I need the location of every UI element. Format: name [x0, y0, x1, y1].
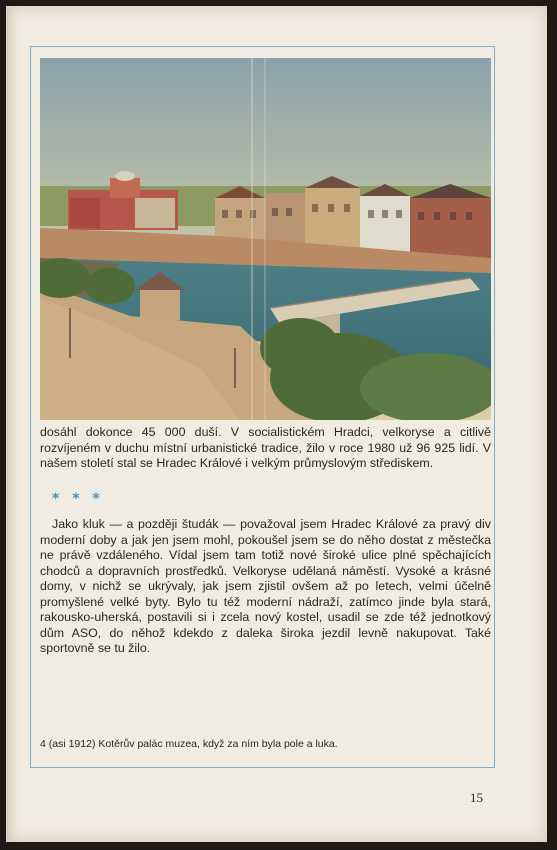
photo-caption: 4 (asi 1912) Kotěrův palác muzea, když za ním byla pole a luka.	[40, 738, 338, 750]
section-separator: * * *	[52, 491, 104, 507]
paragraph-population: dosáhl dokonce 45 000 duší. V socialistickém Hradci, velkoryse a citlivě rozvíjeném v duchu místní urbanistické tradice, žilo v roce 1980 už 96 925 lidí. V našem století stal se Hradec Králové i velkým průmyslovým střediskem.	[40, 425, 491, 470]
page-spine-shadow	[6, 6, 16, 842]
historic-city-photo	[40, 58, 491, 420]
page-number: 15	[470, 790, 483, 805]
paragraph-memories: Jako kluk — a později študák — považoval jsem Hradec Králové za pravý div moderní doby a jak jen jsem mohl, pokoušel jsem se do něho dostat z městečka ne právě vzdáleného. Vídal jsem tam totiž nové široké ulice plné spěchajících chodců a dopravních prostředků. Velkoryse udělaná náměstí. Vysoké a krásné domy, v nichž se ukrývaly, jak jsem zjistil ovšem až po letech, velmi účelně promyšlené velké byty. Bylo tu též moderní nádraží, zatímco jinde byla stará, rakousko-uherská, postavili si i zcela nový kostel, usadil se zde též jednotkový dům ASO, do něhož kdekdo z daleka široka jezdil levně nakupovat. Také sportovně se tu žilo.	[40, 517, 491, 655]
